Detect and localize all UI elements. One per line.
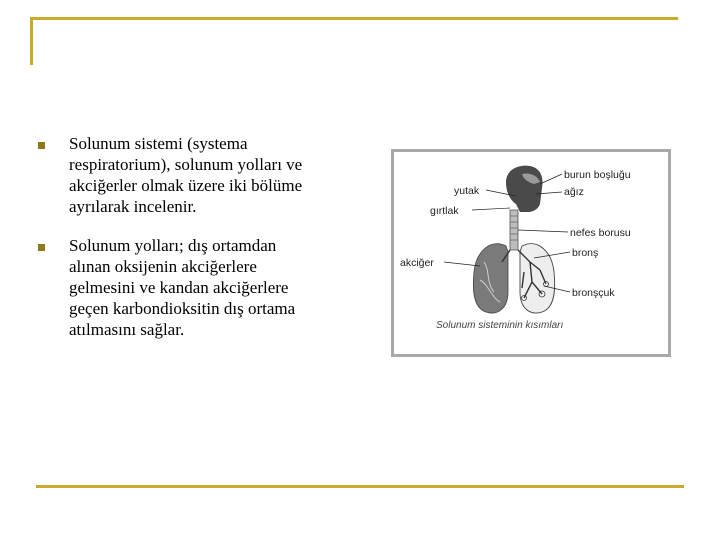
bullet-list (38, 133, 378, 358)
bullet-text: Solunum sistemi (systema respiratorium), solunum yolları ve akciğerler olmak üzere iki bölüme ayrılarak incelenir. (69, 134, 303, 216)
label-nefes-borusu: nefes borusu (570, 227, 631, 239)
left-accent-line (30, 17, 33, 65)
label-agiz: ağız (564, 186, 584, 198)
bullet-item-1 (38, 133, 378, 217)
label-burun-boslugu: burun boşluğu (564, 169, 631, 181)
bottom-accent-line (36, 485, 684, 488)
label-brons: bronş (572, 247, 599, 259)
left-lung-icon (473, 244, 508, 313)
bullet-marker-icon (38, 244, 45, 251)
head-silhouette-icon (506, 166, 543, 212)
right-lung-icon (520, 244, 555, 313)
label-yutak: yutak (454, 185, 480, 197)
label-akciger: akciğer (400, 257, 434, 269)
top-accent-line (30, 17, 678, 20)
bullet-marker-icon (38, 142, 45, 149)
label-girtlak: gırtlak (430, 205, 459, 217)
figure-caption: Solunum sisteminin kısımları (436, 320, 564, 331)
bullet-text: Solunum yolları; dış ortamdan alınan oksijenin akciğerlere gelmesini ve kandan akciğerlere geçen karbondioksitin dış ortama atılmasını sağlar. (69, 236, 296, 339)
respiratory-diagram (394, 152, 668, 354)
bullet-item-2 (38, 235, 378, 340)
respiratory-system-figure (391, 149, 671, 357)
label-bronscuk: bronşçuk (572, 287, 615, 299)
